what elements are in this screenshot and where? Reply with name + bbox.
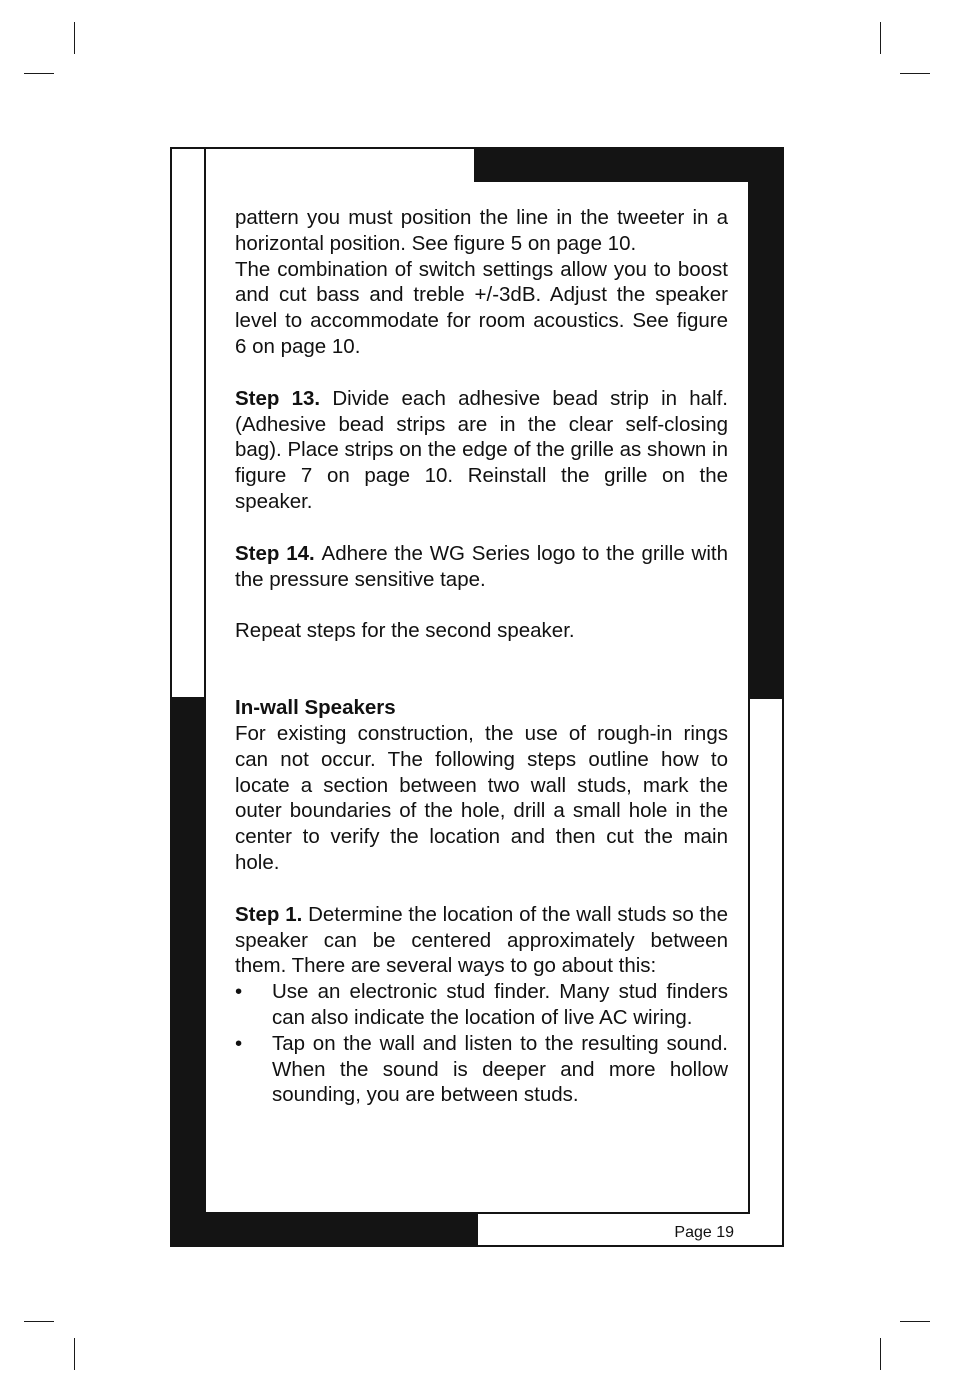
step-14-text: Adhere the WG Series logo to the grille with the pressure sensitive tape. — [235, 541, 728, 591]
step-14 — [235, 541, 728, 593]
frame-top-band — [474, 147, 784, 182]
step-13-label: Step 13. — [235, 386, 321, 410]
crop-mark-bottom-left — [74, 1338, 75, 1370]
step-13-text: Divide each adhesive bead strip in half. (Adhesive bead strips are in the clear self-closing bag). Place strips on the edge of the grille as shown in figure 7 on page 10. Reinstall the grille on the speaker. — [235, 386, 728, 513]
frame-header-box — [204, 147, 476, 182]
crop-mark-top-right-h — [900, 73, 930, 74]
bullet-icon: • — [235, 980, 243, 1004]
frame-left-column — [170, 697, 206, 1247]
list-item-text: Tap on the wall and listen to the resulting sound. When the sound is deeper and more hollow sounding, you are between studs. — [272, 1031, 728, 1107]
section-intro: For existing construction, the use of rough-in rings can not occur. The following steps outline how to locate a section between two wall studs, mark the outer boundaries of the hole, drill a small hole in the center to verify the location and then cut the main hole. — [235, 721, 728, 874]
crop-mark-bottom-right — [880, 1338, 881, 1370]
page-number: Page 19 — [674, 1224, 734, 1241]
section-heading: In-wall Speakers — [235, 696, 396, 720]
crop-mark-top-left-h — [24, 73, 54, 74]
paragraph-tweeter: pattern you must position the line in the tweeter in a horizontal position. See figure 5 on page 10. — [235, 206, 728, 255]
page-content — [235, 205, 728, 1108]
list-item — [235, 1031, 728, 1108]
crop-mark-top-right — [880, 22, 881, 54]
step-1-text: Determine the location of the wall studs so the speaker can be centered approximately between them. There are several ways to go about this: — [235, 902, 729, 978]
frame-right-column — [748, 147, 784, 699]
bullet-icon: • — [235, 1031, 243, 1055]
step-1 — [235, 902, 728, 979]
list-item — [235, 979, 728, 1031]
crop-mark-bottom-left-h — [24, 1321, 54, 1322]
crop-mark-bottom-right-h — [900, 1321, 930, 1322]
step-13 — [235, 386, 728, 515]
step-14-label: Step 14. — [235, 541, 315, 565]
bullet-list — [235, 979, 728, 1108]
paragraph-switch-settings: The combination of switch settings allow you to boost and cut bass and treble +/-3dB. Adjust the speaker level to accommodate for room acoustics. See figure 6 on page 10. — [235, 257, 728, 358]
step-1-label: Step 1. — [235, 902, 303, 926]
list-item-text: Use an electronic stud finder. Many stud finders can also indicate the location of live AC wiring. — [272, 980, 728, 1029]
frame-bottom-band — [170, 1212, 478, 1247]
crop-mark-top-left — [74, 22, 75, 54]
paragraph-repeat: Repeat steps for the second speaker. — [235, 619, 575, 643]
